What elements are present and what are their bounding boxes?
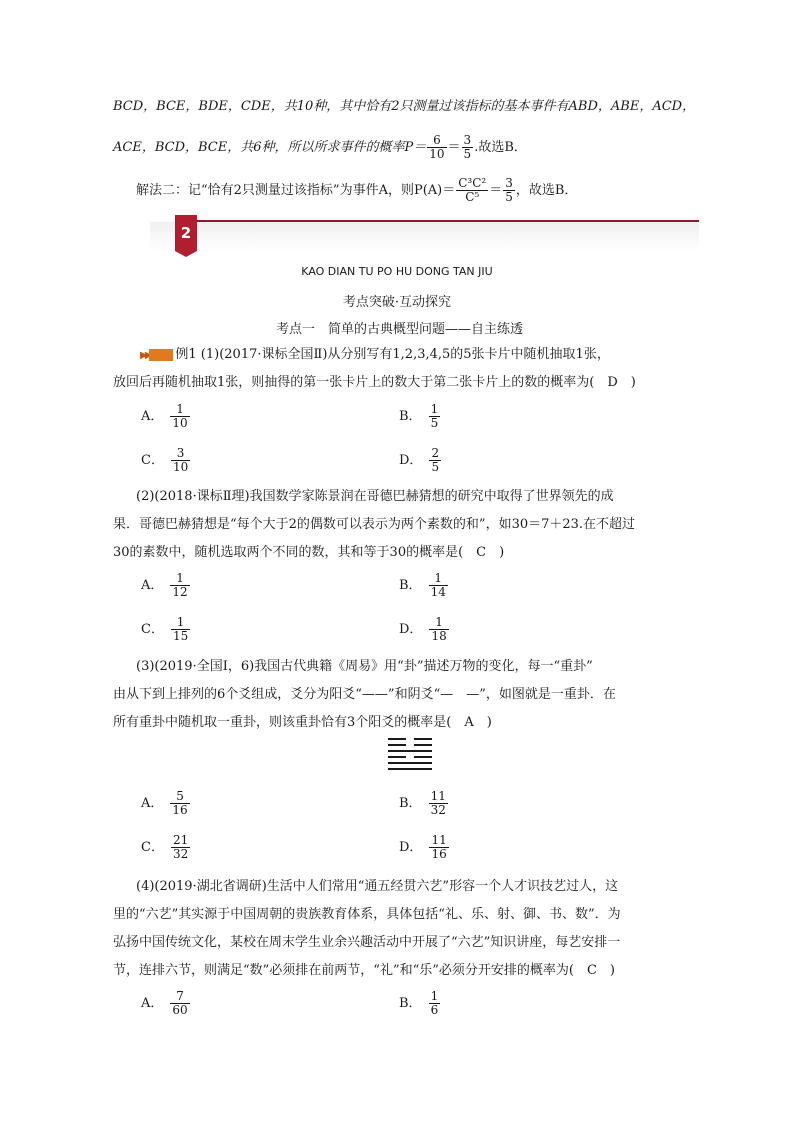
fraction: $\frac{\text{C³C²}}{\text{C⁵}}$: [458, 176, 487, 204]
option-b: B． $\frac{1}{14}$: [399, 571, 446, 599]
option-d: D． $\frac{1}{18}$: [399, 615, 447, 643]
option-a: A． $\frac{1}{12}$: [141, 571, 188, 599]
section-title: 考点突破·互动探究: [342, 295, 452, 310]
question-line: (2)(2018·课标Ⅱ理)我国数学家陈景润在哥德巴赫猜想的研究中取得了世界领先的成: [136, 489, 614, 504]
text-run: .故选B．: [474, 140, 527, 155]
fraction: $\frac{6}{10}$: [429, 133, 445, 161]
option-c: C． $\frac{21}{32}$: [141, 833, 189, 861]
option-d: D． $\frac{2}{5}$: [399, 446, 440, 474]
fraction: $\frac{3}{5}$: [505, 176, 513, 204]
section-divider: [177, 220, 699, 222]
text-run: 解法二：记“恰有2只测量过该指标”为事件A，则P(A)＝: [136, 183, 456, 198]
text-line: [113, 134, 527, 161]
question-line: 由从下到上排列的6个爻组成，爻分为阳爻“——”和阴爻“— —”，如图就是一重卦．在: [113, 687, 616, 702]
option-a: A． $\frac{5}{16}$: [141, 789, 188, 817]
question-line: [140, 346, 610, 365]
section-subtitle: 考点一 简单的古典概型问题——自主练透: [276, 322, 524, 337]
question-line: 30的素数中，随机选取两个不同的数，其和等于30的概率是( C ): [113, 545, 505, 560]
arrow-icon: ▶▶: [140, 350, 150, 361]
question-line: 果．哥德巴赫猜想是“每个大于2的偶数可以表示为两个素数的和”，如30＝7＋23.在不超过: [113, 517, 636, 532]
option-c: C． $\frac{3}{10}$: [141, 446, 189, 474]
question-line: (3)(2019·全国Ⅰ，6)我国古代典籍《周易》用“卦”描述万物的变化，每一“重卦”: [136, 659, 593, 674]
question-line: 节，连排六节，则满足“数”必须排在前两节，“礼”和“乐”必须分开安排的概率为( C ): [113, 963, 615, 978]
option-b: B． $\frac{1}{6}$: [399, 989, 439, 1017]
question-line: 弘扬中国传统文化，某校在周末学生业余兴趣活动中开展了“六艺”知识讲座，每艺安排一: [113, 935, 621, 950]
text-run: ，故选B．: [515, 183, 578, 198]
option-d: D． $\frac{11}{16}$: [399, 833, 447, 861]
option-a: A． $\frac{7}{60}$: [141, 989, 188, 1017]
option-a: A． $\frac{1}{10}$: [141, 402, 188, 430]
fraction: $\frac{3}{5}$: [463, 133, 472, 161]
text-line: [136, 177, 577, 204]
text-run: ACE，BCD，BCE，共6种，所以所求事件的概率: [113, 140, 405, 155]
section-number-badge: 2: [175, 215, 197, 251]
text-line: BCD，BCE，BDE，CDE，共10种，其中恰有2只测量过该指标的基本事件有ABD，ABE，ACD，: [113, 99, 696, 114]
section-pinyin: KAO DIAN TU PO HU DONG TAN JIU: [301, 265, 493, 278]
example-marker-icon: [149, 349, 173, 361]
question-line: 里的“六艺”其实源于中国周朝的贵族教育体系，具体包括“礼、乐、射、御、书、数”．为: [113, 907, 621, 922]
text-run: P＝: [404, 140, 427, 155]
section-banner: [150, 222, 699, 252]
option-b: B． $\frac{11}{32}$: [399, 789, 446, 817]
option-c: C． $\frac{1}{15}$: [141, 615, 189, 643]
option-b: B． $\frac{1}{5}$: [399, 402, 439, 430]
question-line: (4)(2019·湖北省调研)生活中人们常用“通五经贯六艺”形容一个人才识技艺过人，这: [136, 879, 619, 894]
question-line: 所有重卦中随机取一重卦，则该重卦恰有3个阳爻的概率是( A ): [113, 715, 492, 730]
text-run: 例1 (1)(2017·课标全国Ⅱ)从分别写有1,2,3,4,5的5张卡片中随机抽取1张，: [175, 347, 610, 362]
text-run: ＝: [447, 140, 461, 155]
question-line: 放回后再随机抽取1张，则抽得的第一张卡片上的数大于第二张卡片上的数的概率为( D ): [113, 375, 636, 390]
text-run: ＝: [489, 183, 503, 198]
